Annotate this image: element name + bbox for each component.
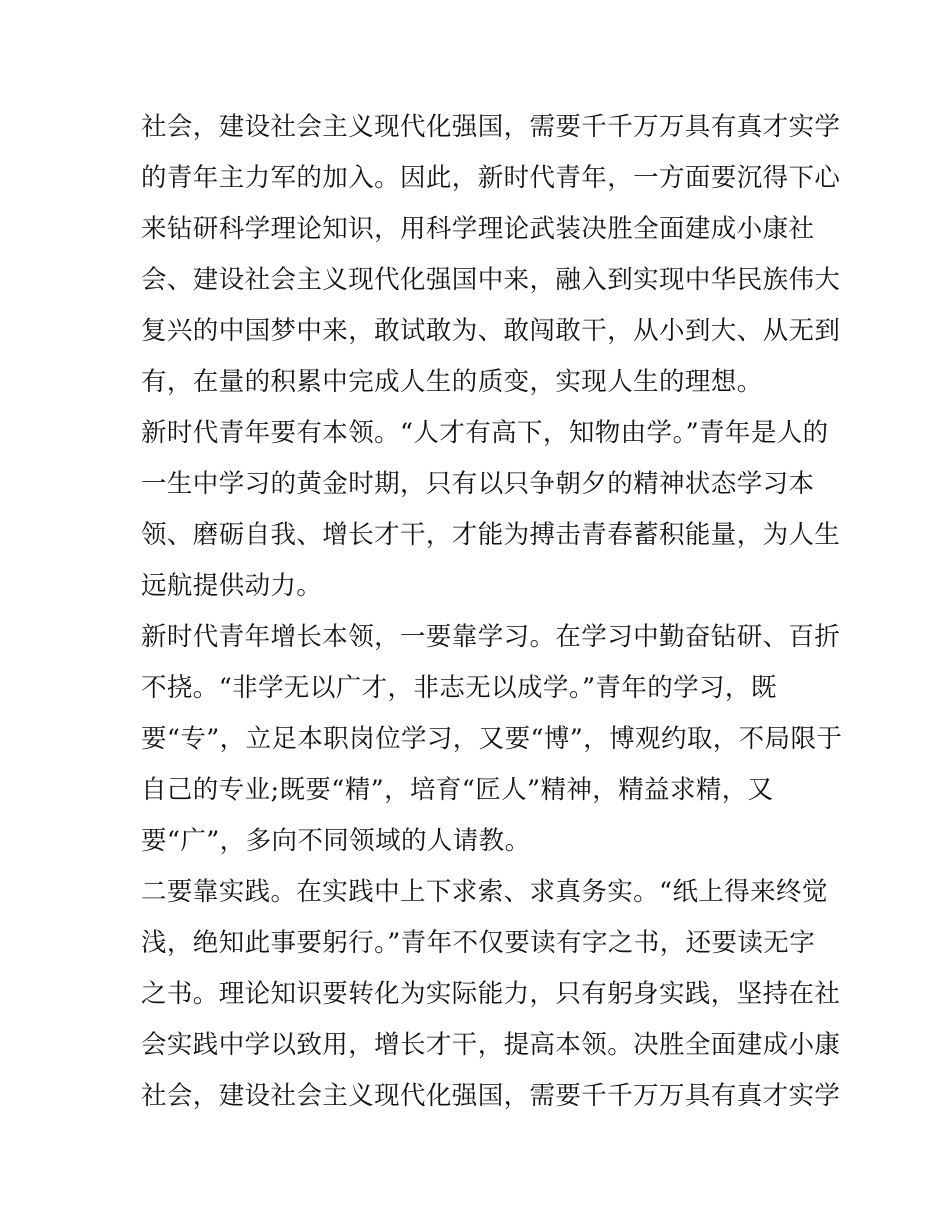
text-line: 社会，建设社会主义现代化强国，需要千千万万具有真才实学 [141,112,841,142]
text-line: 浅，绝知此事要躬行。”青年不仅要读有字之书，还要读无字 [141,928,816,958]
text-line: 二要靠实践。在实践中上下求索、求真务实。“纸上得来终觉 [141,877,828,907]
text-line: 远航提供动力。 [141,571,323,601]
text-line: 之书。理论知识要转化为实际能力，只有躬身实践，坚持在社 [141,979,841,1009]
text-line: 领、磨砺自我、增长才干，才能为搏击青春蓄积能量，为人生 [141,520,841,550]
text-line: 复兴的中国梦中来，敢试敢为、敢闯敢干，从小到大、从无到 [141,316,841,346]
text-line: 新时代青年增长本领，一要靠学习。在学习中勤奋钻研、百折 [141,622,841,652]
text-line: 要“广”，多向不同领域的人请教。 [141,826,531,856]
text-line: 来钻研科学理论知识，用科学理论武装决胜全面建成小康社 [141,214,815,244]
text-line: 要“专”，立足本职岗位学习，又要“博”，博观约取，不局限于 [141,724,843,754]
text-line: 有，在量的积累中完成人生的质变，实现人生的理想。 [141,367,763,397]
text-line: 会实践中学以致用，增长才干，提高本领。决胜全面建成小康 [141,1030,841,1060]
text-line: 的青年主力军的加入。因此，新时代青年，一方面要沉得下心 [141,163,841,193]
text-line: 自己的专业;既要“精”，培育“匠人”精神，精益求精，又 [141,775,774,805]
text-line: 社会，建设社会主义现代化强国，需要千千万万具有真才实学 [141,1081,841,1111]
text-line: 新时代青年要有本领。“人才有高下，知物由学。”青年是人的 [141,418,829,448]
text-line: 不挠。“非学无以广才，非志无以成学。”青年的学习，既 [141,673,777,703]
text-line: 会、建设社会主义现代化强国中来，融入到实现中华民族伟大 [141,265,841,295]
text-line: 一生中学习的黄金时期，只有以只争朝夕的精神状态学习本 [141,469,815,499]
